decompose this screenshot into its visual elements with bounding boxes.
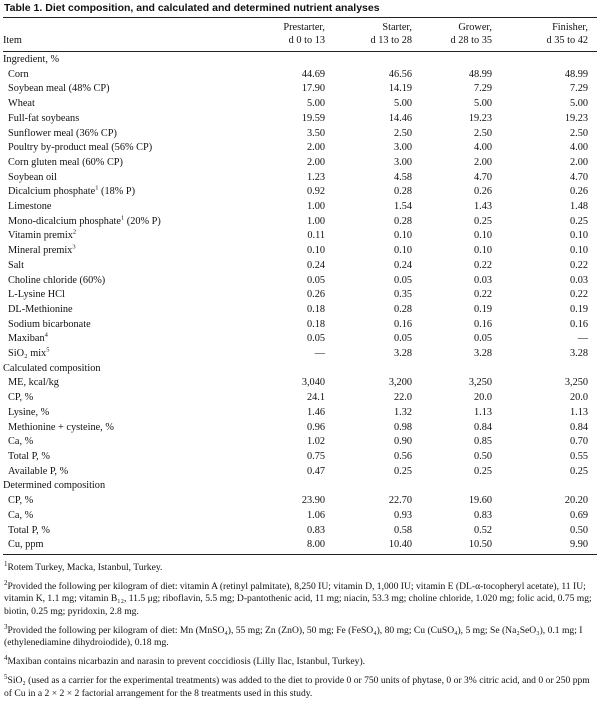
table-row [3, 68, 597, 83]
cell-value: 0.90 [393, 436, 412, 448]
row-label [3, 274, 257, 289]
footnote-text: Rotem Turkey, Macka, Istanbul, Turkey. [7, 562, 163, 574]
footnote-mark: 1 [120, 214, 125, 222]
table-row [3, 259, 597, 274]
cell-value: 1.32 [393, 406, 412, 418]
footnote-text: Provided the following per kilogram of diet: Mn (MnSO₄), 55 mg; Zn (ZnO), 50 mg; Fe (FeSO₄), 80 mg; Cu (CuSO₄), 5 mg; Se (Na₂SeO₃), 0.1 mg; I (ethylenediamine dihydroiodide), 0.18 mg. [4, 624, 583, 649]
table-title: Table 1. Diet composition, and calculated and determined nutrient analyses [4, 2, 380, 14]
footnote [3, 669, 597, 700]
row-label [3, 524, 257, 539]
cell-value: 0.16 [393, 318, 412, 330]
table-row [3, 97, 597, 112]
footnotes [3, 555, 597, 700]
row-label [3, 347, 257, 362]
cell-value: 3,040 [301, 377, 325, 389]
cell-value: 0.75 [306, 450, 325, 462]
table-row [3, 156, 597, 171]
col-subheader-prestarter: d 0 to 13 [288, 35, 325, 46]
cell-value: 0.50 [570, 524, 589, 536]
cell-value: 1.00 [306, 215, 325, 227]
cell-value: 4.70 [473, 171, 492, 183]
cell-value: 0.50 [473, 450, 492, 462]
row-label [3, 171, 257, 186]
cell-value: 0.56 [393, 450, 412, 462]
cell-value: 0.10 [306, 245, 325, 257]
row-label-text: Corn [8, 68, 29, 80]
table-row [3, 288, 597, 303]
cell-value: 4.58 [393, 171, 412, 183]
cell-value: 46.56 [388, 68, 412, 80]
cell-value: 20.0 [473, 392, 492, 404]
table-row [3, 215, 597, 230]
cell-value: 0.93 [393, 509, 412, 521]
nutrient-table [3, 18, 597, 49]
cell-value: 0.26 [570, 186, 589, 198]
cell-value: 5.00 [570, 98, 589, 110]
cell-value: 0.28 [393, 215, 412, 227]
cell-value: 3.50 [306, 127, 325, 139]
cell-value: 14.46 [388, 112, 412, 124]
cell-value: 3.28 [570, 348, 589, 360]
cell-value: 0.98 [393, 421, 412, 433]
row-label-text: Dicalcium phosphate [8, 186, 96, 198]
table-row [3, 229, 597, 244]
cell-value: 0.84 [570, 421, 589, 433]
nutrient-table-body [3, 52, 597, 553]
cell-value: 22.70 [388, 495, 412, 507]
cell-value: 9.90 [570, 539, 589, 551]
section-heading-row [3, 479, 597, 494]
row-label [3, 494, 257, 509]
cell-value: 0.22 [570, 289, 589, 301]
cell-value: 14.19 [388, 83, 412, 95]
row-label-text: Available P, % [8, 465, 69, 477]
cell-value: 0.26 [306, 289, 325, 301]
cell-value: 0.10 [473, 245, 492, 257]
section-heading: Determined composition [3, 480, 106, 492]
footnote [3, 650, 597, 669]
cell-value: 0.55 [570, 450, 589, 462]
cell-value: 0.10 [570, 230, 589, 242]
cell-value: 1.00 [306, 201, 325, 213]
cell-value: 0.03 [473, 274, 492, 286]
table-row [3, 127, 597, 142]
cell-value: 0.19 [473, 303, 492, 315]
footnote-number: 1 [4, 559, 8, 568]
row-label-text: Choline chloride (60%) [8, 274, 106, 286]
col-header-finisher: Finisher, [552, 22, 588, 33]
table-row [3, 538, 597, 553]
cell-value: 8.00 [306, 539, 325, 551]
row-label [3, 200, 257, 215]
cell-value: 0.22 [570, 259, 589, 271]
cell-value: 0.18 [306, 303, 325, 315]
cell-value: 44.69 [301, 68, 325, 80]
cell-value: 5.00 [393, 98, 412, 110]
row-label [3, 127, 257, 142]
cell-value: 7.29 [570, 83, 589, 95]
cell-value: 3,250 [468, 377, 492, 389]
cell-value: 0.96 [306, 421, 325, 433]
cell-value: 0.05 [306, 333, 325, 345]
cell-value: 2.00 [473, 156, 492, 168]
cell-value: 0.10 [393, 230, 412, 242]
cell-value: 0.18 [306, 318, 325, 330]
cell-value: 0.25 [473, 465, 492, 477]
cell-value: 3.28 [393, 348, 412, 360]
col-header-prestarter: Prestarter, [283, 22, 325, 33]
cell-value: 48.99 [468, 68, 492, 80]
cell-value: 0.69 [570, 509, 589, 521]
footnote-text: SiO₂ (used as a carrier for the experimental treatments) was added to the diet to provide 0 or 750 units of phytase, 0 or 3% citric acid, and 0 or 250 ppm of Cu in a 2 × 2 × 2 factorial arrangement for the 8 treatments used in this study. [4, 675, 590, 699]
cell-value: 0.22 [473, 289, 492, 301]
row-label-text: Ca, % [8, 436, 34, 448]
footnote [3, 575, 597, 619]
cell-value: 0.19 [570, 303, 589, 315]
row-label [3, 259, 257, 274]
cell-value: 0.24 [393, 259, 412, 271]
row-label-text: Mono-dicalcium phosphate [8, 215, 121, 227]
col-header-starter: Starter, [382, 22, 412, 33]
cell-value: 0.35 [393, 289, 412, 301]
cell-value: 2.50 [570, 127, 589, 139]
item-header: Item [3, 35, 22, 46]
cell-value: 0.11 [307, 230, 325, 242]
cell-value: 3,200 [388, 377, 412, 389]
row-label-text: Total P, % [8, 450, 50, 462]
row-label [3, 68, 257, 83]
table-row [3, 82, 597, 97]
row-label-text: Maxiban [8, 333, 45, 345]
cell-value: 0.10 [570, 245, 589, 257]
table-row [3, 171, 597, 186]
row-label-text: Soybean oil [8, 171, 57, 183]
footnote-text: Maxiban contains nicarbazin and narasin to prevent coccidiosis (Lilly Ilac, Istanbul, Turkey). [7, 656, 366, 668]
cell-value: 0.03 [570, 274, 589, 286]
row-label [3, 450, 257, 465]
row-label-text: Corn gluten meal (60% CP) [8, 156, 123, 168]
table-row [3, 200, 597, 215]
row-label [3, 229, 257, 244]
table-row [3, 421, 597, 436]
row-label [3, 332, 257, 347]
cell-value: 0.28 [393, 303, 412, 315]
cell-value: 0.25 [473, 215, 492, 227]
row-label-text: Soybean meal (48% CP) [8, 83, 110, 95]
cell-value: 19.59 [301, 112, 325, 124]
row-label [3, 376, 257, 391]
cell-value: — [314, 348, 325, 360]
footnote-mark: 1 [95, 184, 99, 192]
cell-value: 0.58 [393, 524, 412, 536]
cell-value: 5.00 [473, 98, 492, 110]
row-label [3, 391, 257, 406]
cell-value: 1.46 [306, 406, 325, 418]
cell-value: 2.50 [473, 127, 492, 139]
cell-value: 1.43 [473, 201, 492, 213]
row-label-text: DL-Methionine [8, 303, 73, 315]
cell-value: 0.85 [473, 436, 492, 448]
row-label-suffix: (18% P) [98, 186, 136, 198]
cell-value: 0.47 [306, 465, 325, 477]
row-label [3, 97, 257, 112]
cell-value: 0.10 [473, 230, 492, 242]
section-heading-row [3, 52, 597, 68]
table-row [3, 347, 597, 362]
cell-value: 0.70 [570, 436, 589, 448]
footnote-number: 4 [4, 654, 8, 663]
col-subheader-finisher: d 35 to 42 [546, 35, 588, 46]
table-row [3, 332, 597, 347]
cell-value: 5.00 [306, 98, 325, 110]
row-label-text: Limestone [8, 201, 52, 213]
cell-value: 0.25 [393, 465, 412, 477]
cell-value: 20.20 [564, 495, 589, 507]
row-label-text: Mineral premix [8, 245, 73, 257]
row-label-text: CP, % [8, 392, 34, 404]
row-label [3, 538, 257, 553]
row-label [3, 421, 257, 436]
row-label-text: Lysine, % [8, 406, 50, 418]
table-row [3, 450, 597, 465]
col-subheader-starter: d 13 to 28 [370, 35, 412, 46]
cell-value: 0.52 [473, 524, 492, 536]
cell-value: 22.0 [393, 392, 412, 404]
cell-value: 0.05 [393, 274, 412, 286]
table-row [3, 376, 597, 391]
row-label-text: Methionine + cysteine, % [8, 421, 114, 433]
cell-value: 0.16 [570, 318, 589, 330]
row-label-suffix: (20% P) [124, 215, 161, 227]
cell-value: 1.13 [570, 406, 589, 418]
cell-value: 1.54 [393, 201, 412, 213]
row-label [3, 288, 257, 303]
table-row [3, 112, 597, 127]
row-label-text: Sodium bicarbonate [8, 318, 91, 330]
table-row [3, 391, 597, 406]
cell-value: 1.06 [306, 509, 325, 521]
table-row [3, 435, 597, 450]
cell-value: 4.70 [570, 171, 589, 183]
cell-value: 0.05 [473, 333, 492, 345]
footnote-text: Provided the following per kilogram of diet: vitamin A (retinyl palmitate), 8,250 IU; vitamin D, 1,000 IU; vitamin E (DL-α-tocopheryl acetate), 11 IU; vitamin K, 1.1 mg; vitamin B₁₂, 11.5 μg; riboflavin, 5.5 mg; D-pantothenic acid, 11 mg; niacin, 53.3 mg; choline chloride, 1.020 mg; folic acid, 0.75 mg; biotin, 0.25 mg; pyridoxin, 2.8 mg. [4, 580, 592, 618]
row-label [3, 215, 257, 230]
cell-value: 19.60 [468, 495, 492, 507]
cell-value: 1.13 [473, 406, 492, 418]
cell-value: 1.23 [306, 171, 325, 183]
table-row [3, 509, 597, 524]
cell-value: 2.00 [306, 156, 325, 168]
row-label [3, 112, 257, 127]
cell-value: 1.48 [570, 201, 589, 213]
cell-value: 0.25 [570, 465, 589, 477]
row-label [3, 435, 257, 450]
cell-value: 3.28 [473, 348, 492, 360]
footnote-number: 5 [4, 672, 8, 681]
cell-value: 4.00 [570, 142, 589, 154]
section-heading: Ingredient, % [3, 54, 60, 65]
row-label [3, 406, 257, 421]
col-subheader-grower: d 28 to 35 [450, 35, 492, 46]
row-label [3, 509, 257, 524]
table-row [3, 406, 597, 421]
cell-value: 0.16 [473, 318, 492, 330]
cell-value: 2.00 [306, 142, 325, 154]
row-label-text: Wheat [8, 98, 35, 110]
cell-value: 17.90 [301, 83, 325, 95]
row-label [3, 303, 257, 318]
cell-value: 19.23 [564, 112, 589, 124]
row-label-text: Poultry by-product meal (56% CP) [8, 142, 153, 154]
row-label-text: L-Lysine HCl [8, 289, 65, 301]
section-heading: Calculated composition [3, 362, 101, 374]
cell-value: 3.00 [393, 142, 412, 154]
cell-value: 0.22 [473, 259, 492, 271]
cell-value: 4.00 [473, 142, 492, 154]
row-label [3, 465, 257, 480]
cell-value: 0.05 [393, 333, 412, 345]
footnote [3, 558, 597, 575]
cell-value: 20.0 [570, 392, 589, 404]
row-label [3, 185, 257, 200]
cell-value: 2.50 [393, 127, 412, 139]
row-label-text: Ca, % [8, 509, 34, 521]
table-row [3, 494, 597, 509]
table-row [3, 141, 597, 156]
cell-value: 0.92 [306, 186, 325, 198]
row-label [3, 141, 257, 156]
table-row [3, 303, 597, 318]
row-label-text: Sunflower meal (36% CP) [8, 127, 117, 139]
header-row-1 [3, 18, 597, 34]
col-header-grower: Grower, [458, 22, 492, 33]
footnote-mark: 4 [44, 331, 48, 339]
table-row [3, 524, 597, 539]
footnote [3, 619, 597, 650]
cell-value: 24.1 [306, 392, 325, 404]
row-label-text: Total P, % [8, 524, 50, 536]
table-row [3, 465, 597, 480]
cell-value: 2.00 [570, 156, 589, 168]
row-label [3, 156, 257, 171]
table-row [3, 185, 597, 200]
cell-value: 3.00 [393, 156, 412, 168]
row-label [3, 244, 257, 259]
row-label-text: SiO₂ mix [8, 348, 47, 360]
cell-value: 10.50 [468, 539, 492, 551]
footnote-number: 2 [4, 578, 8, 587]
row-label-text: Salt [8, 259, 25, 271]
footnote-mark: 3 [72, 243, 76, 251]
cell-value: 0.05 [306, 274, 325, 286]
row-label [3, 318, 257, 333]
table-row [3, 274, 597, 289]
row-label [3, 82, 257, 97]
footnote-mark: 5 [46, 346, 50, 354]
table-row [3, 244, 597, 259]
cell-value: 0.28 [393, 186, 412, 198]
cell-value: 23.90 [301, 495, 325, 507]
cell-value: 0.83 [306, 524, 325, 536]
table-row [3, 318, 597, 333]
row-label-text: CP, % [8, 495, 34, 507]
row-label-text: Vitamin premix [8, 230, 73, 242]
row-label-text: Cu, ppm [8, 539, 44, 551]
cell-value: 0.84 [473, 421, 492, 433]
footnote-number: 3 [4, 622, 8, 631]
row-label-text: Full-fat soybeans [8, 112, 80, 124]
cell-value: 1.02 [306, 436, 325, 448]
cell-value: 0.10 [393, 245, 412, 257]
cell-value: 0.83 [473, 509, 492, 521]
cell-value: 7.29 [473, 83, 492, 95]
cell-value: — [577, 333, 589, 345]
cell-value: 0.24 [306, 259, 325, 271]
section-heading-row [3, 362, 597, 377]
cell-value: 10.40 [388, 539, 412, 551]
cell-value: 3,250 [564, 377, 589, 389]
row-label-text: ME, kcal/kg [8, 377, 59, 389]
cell-value: 0.25 [570, 215, 589, 227]
cell-value: 19.23 [468, 112, 492, 124]
cell-value: 0.26 [473, 186, 492, 198]
footnote-mark: 2 [72, 229, 77, 237]
header-row-2 [3, 34, 597, 49]
cell-value: 48.99 [564, 68, 589, 80]
